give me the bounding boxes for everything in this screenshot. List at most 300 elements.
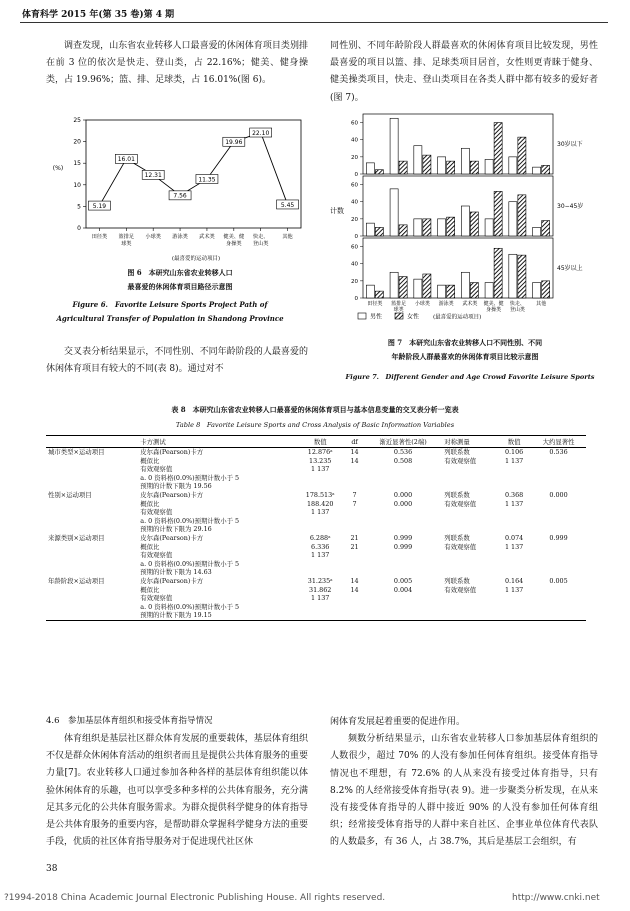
table8-cell	[531, 517, 586, 526]
table8-cell: 来源类别×运动项目	[48, 533, 105, 542]
table8-cell: 6.288ᵃ	[309, 533, 331, 542]
table8-cell: 14	[350, 576, 359, 585]
figure7-x-tick-label: 小球类	[414, 301, 430, 307]
table8-cell	[295, 568, 345, 577]
table8-title-cn: 表 8 本研究山东省农业转移人口最喜爱的休闲体育项目与基本信息变量的交叉表分析一览表	[171, 405, 459, 414]
figure7-bar-male	[366, 223, 374, 236]
table8-cell: 14	[350, 585, 359, 594]
table8-cell	[46, 611, 138, 620]
table8-header-cell: 数值	[497, 436, 531, 448]
table8-cell	[46, 482, 138, 491]
figure7-x-tick-label: 快走、登山类	[509, 301, 525, 313]
figure7-panel-label: 30−45岁	[557, 203, 584, 210]
figure7-bar-female	[375, 291, 383, 298]
table8-cell	[295, 560, 345, 569]
table8-cell	[364, 482, 442, 491]
figure7-bar-male	[533, 227, 541, 236]
table8-cell	[295, 517, 345, 526]
table8-cell: 概似比	[140, 456, 160, 465]
table8-cell: 31.235ᵃ	[307, 576, 333, 585]
running-header: 体育科学 2015 年(第 35 卷)第 4 期	[22, 10, 175, 20]
table8-cell: 性别×运动项目	[48, 490, 92, 499]
table8-cell	[364, 603, 442, 612]
table8-cell: 188.420	[306, 499, 334, 508]
table8-cell	[531, 500, 586, 509]
table8-cell	[531, 543, 586, 552]
table8-header-cell: 卡方测试	[138, 436, 295, 448]
figure7-bar-male	[390, 118, 398, 174]
table8-cell	[364, 465, 442, 474]
table8-cell: 预期的计数下限为 19.56	[140, 482, 212, 491]
table8-cell	[46, 500, 138, 509]
figure6-y-tick-label: 25	[73, 117, 81, 124]
table8-cell	[364, 517, 442, 526]
table8-cell	[442, 568, 497, 577]
body-paragraph-left: 体育组织是基层社区群众体育发展的重要载体，基层体育组织不仅是群众休闲体育活动的组织者而且是提供公共体育服务的重要力量[7]。农业转移人口通过参加各种各样的基层体育组织能以体验休闲体育的乐趣，也可以享受多种多样的公共体育服务，充分满足其多元化的公共体育服务需求。为群众提供科学健身的体育指导是公共体育服务的重要内容，是帮助群众掌握科学健身方法的重要手段，优质的社区体育指导服务对于促进现代社区休	[46, 734, 308, 848]
figure6-data-label: 16.01	[117, 156, 135, 164]
table8-cell	[295, 482, 345, 491]
table8-cell: 21	[350, 542, 359, 551]
figure7-bar-male	[366, 285, 374, 298]
table8-row	[46, 577, 586, 586]
table8-cell	[442, 560, 497, 569]
table8-cell: a. 0 资料格(0.0%)预期计数小于 5	[140, 559, 240, 568]
table8-cell: 1 137	[504, 542, 524, 551]
figure7-bar-male	[414, 219, 422, 236]
table8-cell: 有效观察值	[444, 499, 477, 508]
table8-cell: 预期的计数下限为 19.15	[138, 611, 295, 620]
table8-cell	[364, 611, 442, 620]
table8-cell	[364, 525, 442, 534]
table8-cell: 7	[352, 490, 357, 499]
table8-cell: 有效观察值	[140, 594, 173, 603]
table8-row	[46, 517, 586, 526]
table8-header-cell: 大约显著性	[531, 436, 586, 448]
table8-cell	[497, 508, 531, 517]
table8-cell: 1 137	[504, 499, 524, 508]
table8-row	[46, 603, 586, 612]
table8-cell	[531, 465, 586, 474]
figure7-panel	[351, 176, 583, 240]
table8-row	[46, 525, 586, 534]
figure6-series	[99, 133, 287, 206]
table8-header-cell: 渐近显著性(2端)	[364, 436, 442, 448]
figure7-y-tick-label: 0	[354, 296, 358, 302]
table8-cell	[364, 594, 442, 603]
figure7-bar-female	[470, 212, 478, 236]
table8-cell: 预期的计数下限为 14.63	[140, 568, 212, 577]
figure7-bar-male	[366, 163, 374, 174]
figure7-panel	[351, 238, 583, 302]
legend-male-label: 男性	[370, 313, 383, 321]
table8-header-cell: 数值	[295, 436, 345, 448]
table8-cell: 0.005	[549, 576, 568, 585]
table8-cell: 0.536	[549, 448, 568, 456]
table8-cell	[497, 525, 531, 534]
table8-cell	[345, 603, 364, 612]
figure7-y-tick-label: 40	[351, 261, 358, 268]
table8-cell	[364, 560, 442, 569]
table8-cell: 6.336	[311, 542, 330, 551]
figure7-bar-female	[542, 281, 550, 298]
table8-row	[46, 551, 586, 560]
figure7-bar-female	[518, 195, 526, 236]
section-heading: 4.6 参加基层体育组织和接受体育指导情况	[46, 716, 213, 726]
table8-cell: 14	[350, 448, 359, 456]
table8-cell: 0.508	[393, 456, 413, 465]
table8-cell	[46, 603, 138, 612]
table8-cell: 7	[352, 499, 357, 508]
intro-paragraph-left: 调查发现，山东省农业转移人口最喜爱的休闲体育项目类别排在前 3 位的依次是快走、登山类，占 22.16%；健美、健身操类，占 19.96%；篮、排、足球类，占 16.01%(图 6)。	[46, 41, 308, 86]
table8-row	[46, 568, 586, 577]
table8-cell	[442, 525, 497, 534]
table8-cell	[46, 568, 138, 577]
table8-title-en: Table 8 Favorite Leisure Sports and Cross Analysis of Basic Information Variables	[175, 421, 455, 429]
table8-cell: 0.999	[393, 542, 413, 551]
table8-cell	[345, 482, 364, 491]
table8-cell	[345, 568, 364, 577]
table8-row	[46, 465, 586, 474]
table8-cell	[531, 586, 586, 595]
table8-cell	[46, 457, 138, 466]
figure7-panel-label: 45岁以上	[557, 265, 583, 272]
figure7-x-tick-label: 健美、健身操类	[483, 301, 504, 313]
table8-cell: 0.536	[393, 448, 413, 456]
figure6-data-label: 5.45	[280, 201, 295, 209]
figure7-bar-male	[438, 285, 446, 298]
table8-cell	[345, 551, 364, 560]
table8-cell	[442, 594, 497, 603]
figure7-x-tick-label: 田径类	[367, 301, 383, 307]
figure6-data-label: 12.31	[144, 172, 162, 180]
table8-cell: 0.999	[549, 533, 568, 542]
figure6-x-axis-label: (最喜爱的运动项目)	[171, 256, 221, 262]
figure7-y-tick-label: 60	[351, 244, 358, 251]
figure7-bar-male	[390, 272, 398, 298]
table8-row	[46, 491, 586, 500]
table8-cell: 年龄阶段×运动项目	[48, 576, 105, 585]
table8-cell: 1 137	[311, 594, 330, 603]
table8-cell	[46, 525, 138, 534]
table8-cell	[497, 474, 531, 483]
table8-cell: 1 137	[311, 551, 330, 560]
table8-row	[46, 500, 586, 509]
figure7-bar-female	[399, 225, 407, 236]
figure6-y-axis-label: (%)	[52, 165, 64, 172]
table8-cell	[497, 594, 531, 603]
figure6-caption-en: Figure 6. Favorite Leisure Sports Project Path of Agricultural Transfer of Population in Shandong Province	[56, 300, 284, 323]
legend-female-swatch	[395, 313, 403, 319]
table8-cell	[345, 611, 364, 620]
table8-cell	[46, 560, 138, 569]
figure7-bar-male	[509, 202, 517, 236]
table8-cell: 概似比	[140, 499, 160, 508]
table8-cell	[531, 611, 586, 620]
figure7-bar-female	[399, 161, 407, 174]
cross-table-intro-paragraph: 交叉表分析结果显示，不同性别、不同年龄阶段的人最喜爱的休闲体育项目有较大的不同(表 8)。通过对不	[46, 347, 308, 375]
table8-cell	[531, 474, 586, 483]
figure7-caption-cn: 图 7 本研究山东省农业转移人口不同性别、不同 年龄阶段人群最喜欢的休闲体育项目比较示意图	[387, 338, 543, 361]
figure6-x-ticks	[92, 228, 293, 247]
table8-cell: 13.235	[309, 456, 332, 465]
table8	[46, 435, 586, 621]
figure7-bar-female	[423, 219, 431, 236]
table8-cell: 列联系数	[444, 490, 470, 499]
legend-male-swatch	[358, 313, 366, 319]
figure7-bar-male	[509, 254, 517, 298]
figure7-bar-male	[485, 159, 493, 174]
table8-cell: 皮尔森(Pearson)卡方	[140, 448, 204, 456]
table8-cell	[442, 603, 497, 612]
table8-header-cell: df	[345, 436, 364, 448]
table8-cell	[531, 482, 586, 491]
figure6-x-tick-label: 健美、健身操类	[223, 234, 245, 247]
figure6-y-tick-label: 0	[77, 225, 81, 232]
intro-paragraph-right: 同性别、不同年龄阶段人群最喜欢的休闲体育项目比较发现，男性最喜爱的项目以篮、排、足球类项目居首，女性则更青睐于健身、健美操类项目，快走、登山类项目在各类人群中都有较多的爱好者(图 7)。	[330, 41, 598, 103]
table8-cell	[46, 586, 138, 595]
table8-cell	[442, 611, 497, 620]
figure7-caption-en: Figure 7. Different Gender and Age Crowd Favorite Leisure Sports	[345, 373, 595, 381]
figure7-y-tick-label: 20	[351, 278, 358, 285]
figure7-x-tick-label: 其他	[536, 301, 547, 307]
table8-row	[46, 534, 586, 543]
figure7-y-tick-label: 60	[351, 120, 358, 127]
table8-cell	[497, 465, 531, 474]
figure7-bar-male	[461, 148, 469, 174]
figure7-panel	[351, 114, 583, 178]
table8-cell	[46, 508, 138, 517]
table8-cell: 0.106	[504, 448, 524, 456]
table8-cell: 31.862	[309, 585, 332, 594]
table8-cell	[497, 611, 531, 620]
figure7-bar-male	[414, 279, 422, 298]
table8-cell: 1 137	[504, 456, 524, 465]
table8-cell: 概似比	[140, 542, 160, 551]
figure7-bar-female	[399, 277, 407, 298]
figure7-bar-female	[447, 217, 455, 236]
legend-female-label: 女性	[407, 313, 420, 321]
figure7-bar-male	[438, 219, 446, 236]
table8-cell: 有效观察值	[140, 508, 173, 517]
figure6-line-chart	[46, 108, 316, 266]
table8-cell: 列联系数	[444, 448, 470, 456]
table8-cell	[364, 508, 442, 517]
figure6-y-tick-label: 15	[73, 160, 81, 168]
table8-cell	[46, 543, 138, 552]
table8-cell: 21	[350, 533, 359, 542]
figure7-bar-male	[509, 157, 517, 174]
table8-cell: 有效观察值	[140, 465, 173, 474]
table8-cell	[345, 560, 364, 569]
table8-cell: 概似比	[140, 585, 160, 594]
table8-header-cell	[46, 436, 138, 448]
table8-cell	[531, 568, 586, 577]
figure6-x-tick-label: 篮排足球类	[118, 234, 135, 247]
figure7-y-tick-label: 60	[351, 182, 358, 189]
figure6-x-tick-label: 快走、登山类	[252, 234, 269, 247]
table8-cell: 178.513ᵃ	[305, 490, 335, 499]
figure6-data-label: 19.96	[225, 139, 243, 147]
figure6-y-tick-label: 5	[77, 203, 81, 211]
table8-cell	[295, 611, 345, 620]
table8-cell	[442, 465, 497, 474]
figure7-bar-female	[494, 191, 502, 236]
figure7-bar-male	[533, 167, 541, 174]
table8-cell: a. 0 资料格(0.0%)预期计数小于 5	[140, 473, 240, 482]
figure7-bar-female	[494, 248, 502, 298]
table8-cell: 有效观察值	[444, 585, 477, 594]
table8-cell: a. 0 资料格(0.0%)预期计数小于 5	[140, 516, 240, 525]
table8-cell	[497, 517, 531, 526]
figure7-grouped-bar-chart	[325, 108, 605, 333]
table8-cell	[364, 568, 442, 577]
table8-cell	[46, 594, 138, 603]
figure6-series-line	[99, 133, 287, 206]
table8-cell	[531, 603, 586, 612]
figure7-y-tick-label: 20	[351, 216, 358, 223]
figure6-data-label: 22.10	[252, 129, 270, 137]
table8-cell: 0.000	[549, 490, 568, 499]
figure7-bar-male	[485, 219, 493, 236]
table8-cell	[345, 474, 364, 483]
table8-row	[46, 611, 586, 620]
table8-cell	[442, 551, 497, 560]
figure6-y-ticks	[73, 117, 86, 232]
table8-cell	[295, 474, 345, 483]
table8-cell	[531, 508, 586, 517]
table8-row	[46, 508, 586, 517]
copyright-footer: ?1994-2018 China Academic Journal Electronic Publishing House. All rights reserved.	[4, 893, 386, 903]
figure7-bar-male	[390, 189, 398, 236]
figure7-bar-female	[518, 255, 526, 298]
table8-cell	[295, 603, 345, 612]
figure7-x-axis-label: (最喜爱的运动项目)	[433, 314, 482, 321]
table8-row	[46, 474, 586, 483]
figure6-x-tick-label: 其他	[282, 234, 293, 240]
page-number: 38	[46, 864, 58, 874]
table8-row	[46, 457, 586, 466]
figure7-y-tick-label: 40	[351, 199, 358, 206]
table8-cell: 列联系数	[444, 533, 470, 542]
figure7-bar-male	[438, 157, 446, 174]
figure7-bar-male	[461, 206, 469, 236]
table8-cell	[46, 517, 138, 526]
table8-cell: 0.074	[504, 533, 524, 542]
body-paragraph-right: 闲体育发展起着重要的促进作用。 频数分析结果显示，山东省农业转移人口参加基层体育组织的人数很少，超过 70% 的人没有参加任何体育组织。接受体育指导情况也不理想，有 72.6% 的人从来没有接受过体育指导，只有 8.2% 的人经常接受体育指导(表 9)。进一步聚类分析发现，在从来没有接受体育指导的人群中接近 90% 的人没有参加任何体育组织；经常接受体育指导的人群中来自社区、企事业单位体育代表队的人数最多，有 36 人，占 38.7%，其后是基层工会组织，有	[330, 717, 598, 848]
table8-cell: a. 0 资料格(0.0%)预期计数小于 5	[140, 602, 240, 611]
figure7-bar-female	[375, 227, 383, 236]
table8-cell: 列联系数	[444, 576, 470, 585]
figure7-x-tick-label: 游泳类	[438, 301, 454, 307]
table8-cell	[345, 525, 364, 534]
table8-cell	[497, 560, 531, 569]
table8-cell: 城市类型×运动项目	[48, 448, 105, 456]
table8-cell	[345, 465, 364, 474]
table8-cell	[46, 474, 138, 483]
figure7-x-tick-label: 篮排足球类	[391, 301, 407, 313]
table8-cell	[295, 525, 345, 534]
table8-cell: 0.368	[504, 490, 524, 499]
table8-cell: 皮尔森(Pearson)卡方	[140, 490, 204, 499]
table8-cell: 12.876ᵃ	[307, 448, 333, 456]
table8-cell: 0.999	[393, 533, 413, 542]
table8-cell: 皮尔森(Pearson)卡方	[140, 576, 204, 585]
figure7-bar-male	[414, 146, 422, 174]
figure6-y-tick-label: 10	[73, 181, 81, 189]
figure7-bar-male	[533, 283, 541, 298]
figure7-bar-female	[470, 161, 478, 174]
figure6-y-tick-label: 20	[73, 138, 81, 146]
figure7-panel-label: 30岁以下	[557, 141, 583, 148]
table8-cell	[497, 551, 531, 560]
table8-cell: 0.000	[393, 490, 413, 499]
table8-cell	[345, 508, 364, 517]
figure7-bar-female	[375, 170, 383, 174]
table8-cell	[46, 465, 138, 474]
figure7-bar-female	[542, 221, 550, 236]
table8-cell: 皮尔森(Pearson)卡方	[140, 533, 204, 542]
figure7-bar-female	[447, 285, 455, 298]
figure7-y-tick-label: 0	[354, 172, 358, 178]
figure7-bar-female	[518, 137, 526, 174]
table8-cell: 有效观察值	[444, 542, 477, 551]
table8-header-cell: 对称测量	[442, 436, 497, 448]
table8-cell	[364, 474, 442, 483]
table8-cell	[497, 482, 531, 491]
figure6-x-tick-label: 小球类	[145, 234, 161, 240]
table8-row	[46, 586, 586, 595]
table8-cell	[531, 551, 586, 560]
table8-cell	[497, 568, 531, 577]
table8-cell: 1 137	[504, 585, 524, 594]
table8-cell	[531, 560, 586, 569]
figure7-bar-female	[423, 274, 431, 298]
figure7-bar-female	[494, 123, 502, 174]
figure7-y-axis-label: 计数	[330, 207, 344, 215]
table8-row	[46, 482, 586, 491]
table8-cell	[364, 551, 442, 560]
table8-cell: 0.005	[393, 576, 413, 585]
table8-cell: 有效观察值	[444, 456, 477, 465]
table8-cell	[531, 457, 586, 466]
cnki-url-footer: http://www.cnki.net	[512, 893, 600, 903]
table8-cell	[345, 594, 364, 603]
table8-cell: 0.000	[393, 499, 413, 508]
figure6-x-tick-label: 武术类	[199, 234, 215, 240]
table8-cell	[442, 482, 497, 491]
table8-cell: 1 137	[311, 465, 330, 474]
table8-cell	[442, 517, 497, 526]
table8-row	[46, 594, 586, 603]
figure7-y-tick-label: 20	[351, 154, 358, 161]
table8-cell: 0.164	[504, 576, 524, 585]
figure6-data-label: 7.56	[173, 192, 187, 200]
figure7-bar-female	[447, 161, 455, 174]
table8-cell: 14	[350, 456, 359, 465]
figure7-bar-male	[461, 272, 469, 298]
figure6-data-label: 5.19	[92, 202, 107, 210]
table8-cell	[345, 517, 364, 526]
figure6-x-tick-label: 游泳类	[172, 234, 188, 240]
figure7-y-tick-label: 40	[351, 137, 358, 144]
table8-header-row	[46, 436, 586, 448]
figure7-x-tick-label: 武术类	[462, 301, 478, 307]
table8-cell: 预期的计数下限为 29.16	[140, 525, 212, 534]
figure6-x-tick-label: 田径类	[91, 234, 108, 240]
figure7-bar-female	[423, 155, 431, 174]
table8-cell	[442, 474, 497, 483]
header-rule	[20, 22, 608, 23]
